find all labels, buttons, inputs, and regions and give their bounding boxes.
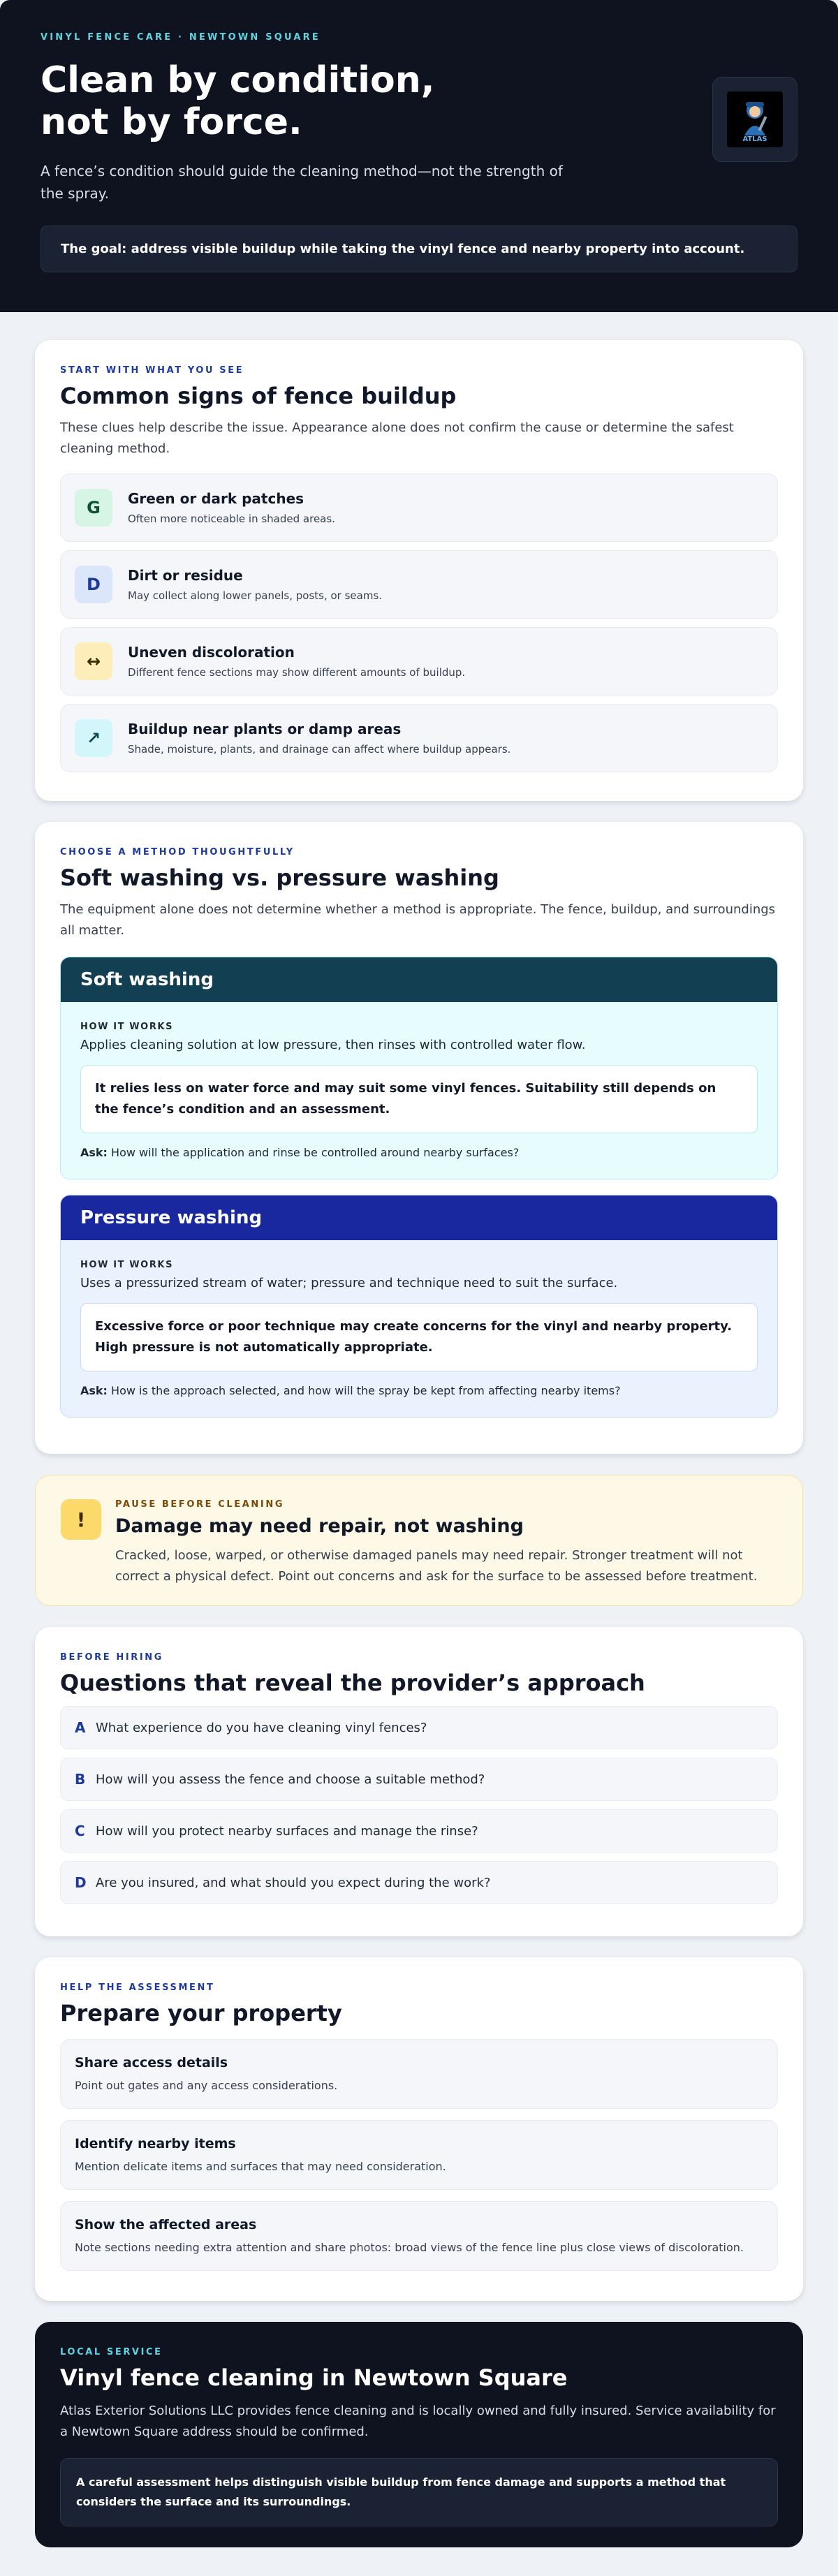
soft-washing-callout: It relies less on water force and may suit some vinyl fences. Suitability still depends on the fence’s condition and an assessment. [80,1065,758,1133]
brand-logo [712,77,797,162]
repair-warning-card [35,1475,803,1606]
soft-washing-how: Applies cleaning solution at low pressure, then rinses with controlled water flow. [80,1038,586,1052]
hero-title-line1: Clean by condition, [41,59,435,101]
sign-desc: Different fence sections may show different amounts of buildup. [128,666,466,679]
prepare-card [35,1957,803,2301]
questions-title: Questions that reveal the provider’s approach [60,1670,645,1696]
sign-badge-g: G [75,489,112,527]
soft-washing-ask-text: How will the application and rinse be controlled around nearby surfaces? [111,1146,520,1159]
soft-washing-ask [80,1146,758,1159]
arrow-up-right-icon: ↗ [75,719,112,757]
methods-card [35,822,803,1454]
warning-title: Damage may need repair, not washing [115,1515,524,1537]
sign-item-damp-areas [60,704,778,772]
local-title: Vinyl fence cleaning in Newtown Square [60,2364,568,2391]
soft-washing-panel [60,957,778,1179]
sign-desc: May collect along lower panels, posts, or seams. [128,589,383,602]
signs-eyebrow: START WITH WHAT YOU SEE [60,365,244,376]
warning-text: Cracked, loose, warped, or otherwise damaged panels may need repair. Stronger treatment will not correct a physical defect. Point out concerns and ask for the surface to be assessed before treatment. [115,1548,758,1584]
prepare-list [60,2039,778,2271]
local-service-card [35,2322,803,2547]
prepare-item-desc: Mention delicate items and surfaces that may need consideration. [75,2160,446,2173]
warning-eyebrow: PAUSE BEFORE CLEANING [115,1499,285,1510]
question-item [60,1706,778,1749]
question-text: How will you assess the fence and choose a suitable method? [96,1772,485,1787]
hero-subtitle: A fence’s condition should guide the cleaning method—not the strength of the spray. [41,163,563,202]
sign-desc: Shade, moisture, plants, and drainage can affect where buildup appears. [128,743,511,756]
ask-label: Ask: [80,1384,108,1397]
hero-title [41,59,543,143]
sign-title: Green or dark patches [128,490,304,507]
question-item [60,1758,778,1801]
sign-item-green-patches [60,473,778,542]
pressure-washing-body [61,1240,777,1417]
pressure-washing-panel [60,1195,778,1418]
signs-title: Common signs of fence buildup [60,383,457,409]
pressure-washing-how: Uses a pressurized stream of water; pressure and technique need to suit the surface. [80,1276,618,1290]
prepare-item-title: Identify nearby items [75,2136,236,2151]
signs-list [60,473,778,772]
prepare-item-title: Share access details [75,2055,228,2070]
logo-text: ATLAS [742,135,767,143]
prepare-item-title: Show the affected areas [75,2217,257,2232]
questions-card [35,1627,803,1936]
hero-eyebrow: VINYL FENCE CARE · NEWTOWN SQUARE [41,32,321,43]
hero-title-line2: not by force. [41,101,302,143]
prepare-item-desc: Point out gates and any access considerations. [75,2079,338,2092]
how-it-works-label: HOW IT WORKS [80,1260,174,1270]
question-letter: A [75,1719,86,1736]
pressure-washing-title: Pressure washing [61,1195,777,1240]
methods-eyebrow: CHOOSE A METHOD THOUGHTFULLY [60,847,295,858]
how-it-works-label: HOW IT WORKS [80,1022,174,1032]
sign-badge-d: D [75,566,112,603]
prepare-item-access [60,2039,778,2109]
soft-washing-body [61,1002,777,1179]
prepare-title: Prepare your property [60,2000,342,2026]
arrows-horizontal-icon: ↔ [75,642,112,680]
mascot-logo-icon [727,91,783,147]
questions-eyebrow: BEFORE HIRING [60,1652,164,1663]
question-letter: B [75,1771,86,1788]
prepare-eyebrow: HELP THE ASSESSMENT [60,1982,215,1993]
sign-title: Buildup near plants or damp areas [128,721,402,737]
local-eyebrow: LOCAL SERVICE [60,2347,163,2357]
question-item [60,1861,778,1904]
hero-section [0,0,838,312]
sign-desc: Often more noticeable in shaded areas. [128,513,335,525]
pressure-washing-ask-text: How is the approach selected, and how will the spray be kept from affecting nearby items? [111,1384,621,1397]
prepare-item-desc: Note sections needing extra attention and share photos: broad views of the fence line plus close views of discoloration. [75,2241,744,2254]
question-text: What experience do you have cleaning vinyl fences? [96,1720,427,1735]
methods-title: Soft washing vs. pressure washing [60,864,499,891]
question-item [60,1809,778,1853]
ask-label: Ask: [80,1146,108,1159]
soft-washing-title: Soft washing [61,957,777,1002]
prepare-item-nearby [60,2120,778,2190]
signs-intro: These clues help describe the issue. Appearance alone does not confirm the cause or determine the safest cleaning method. [60,420,734,456]
local-note: A careful assessment helps distinguish visible buildup from fence damage and supports a method that considers the surface and its surroundings. [60,2458,778,2526]
pressure-washing-callout: Excessive force or poor technique may create concerns for the vinyl and nearby property. High pressure is not automatically appropriate. [80,1303,758,1371]
sign-title: Uneven discoloration [128,644,295,661]
methods-intro: The equipment alone does not determine whether a method is appropriate. The fence, buildup, and surroundings all matter. [60,902,776,938]
question-text: How will you protect nearby surfaces and manage the rinse? [96,1823,478,1839]
questions-list [60,1706,778,1904]
signs-card [35,340,803,801]
warning-icon: ! [61,1499,101,1540]
hero-goal-banner: The goal: address visible buildup while taking the vinyl fence and nearby property into account. [41,226,797,272]
sign-item-uneven-discoloration [60,627,778,695]
prepare-item-affected [60,2201,778,2271]
pressure-washing-ask [80,1384,758,1397]
question-letter: D [75,1874,87,1891]
local-text: Atlas Exterior Solutions LLC provides fence cleaning and is locally owned and fully insured. Service availability for a Newtown Square address should be confirmed. [60,2404,776,2439]
sign-title: Dirt or residue [128,567,243,584]
question-letter: C [75,1823,85,1839]
sign-item-dirt-residue [60,550,778,619]
question-text: Are you insured, and what should you expect during the work? [96,1875,491,1890]
